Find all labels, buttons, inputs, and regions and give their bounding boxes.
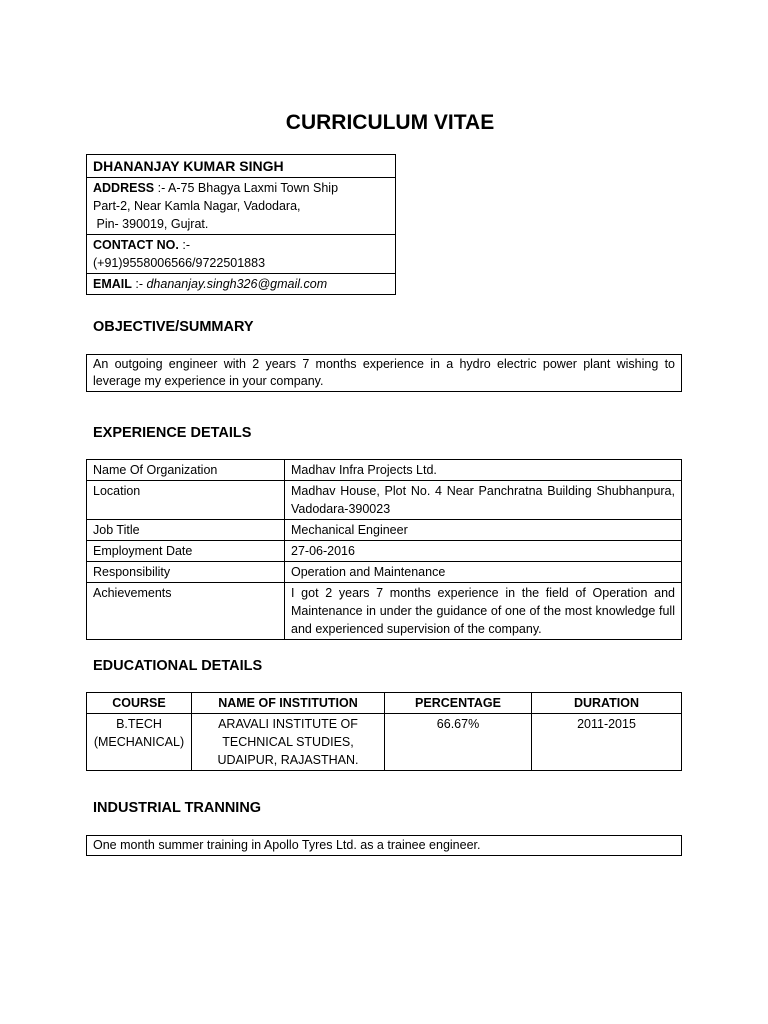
address-cell [87,178,396,235]
table-row [87,541,682,562]
address-separator: :- [154,181,169,195]
experience-key: Employment Date [87,541,285,562]
candidate-name: DHANANJAY KUMAR SINGH [87,155,396,178]
column-header-percentage: PERCENTAGE [385,693,532,714]
column-header-institution: NAME OF INSTITUTION [192,693,385,714]
address-line: Part-2, Near Kamla Nagar, Vadodara, [93,199,301,213]
email-value: dhananjay.singh326@gmail.com [146,277,328,291]
contact-cell [87,235,396,274]
course-cell [87,714,192,771]
experience-value: I got 2 years 7 months experience in the field of Operation and Maintenance in under the guidance of one of the most knowledge full and experienced supervision of the company. [285,583,682,640]
experience-value: 27-06-2016 [285,541,682,562]
training-text: One month summer training in Apollo Tyres Ltd. as a trainee engineer. [86,835,682,856]
experience-key: Responsibility [87,562,285,583]
experience-heading: EXPERIENCE DETAILS [93,425,252,441]
contact-label: CONTACT NO. [93,238,179,252]
contact-separator: :- [178,238,190,252]
institution-cell [192,714,385,771]
experience-table [86,459,682,640]
table-row [87,714,682,771]
column-header-duration: DURATION [532,693,682,714]
table-row [87,583,682,640]
objective-heading: OBJECTIVE/SUMMARY [93,319,254,335]
education-heading: EDUCATIONAL DETAILS [93,658,263,674]
document-title: CURRICULUM VITAE [285,111,495,134]
experience-key: Job Title [87,520,285,541]
email-label: EMAIL [93,277,132,291]
table-row [87,481,682,520]
objective-text: An outgoing engineer with 2 years 7 months experience in a hydro electric power plant wishing to leverage my experience in your company. [86,354,682,392]
address-label: ADDRESS [93,181,155,195]
duration-cell: 2011-2015 [532,714,682,771]
experience-value: Operation and Maintenance [285,562,682,583]
contact-table [86,154,396,295]
experience-value: Madhav Infra Projects Ltd. [285,460,682,481]
table-row [87,520,682,541]
institution-line: ARAVALI INSTITUTE OF [218,717,358,731]
experience-key: Achievements [87,583,285,640]
table-row [87,460,682,481]
email-cell [87,274,396,295]
education-table [86,692,682,771]
experience-value: Madhav House, Plot No. 4 Near Panchratna Building Shubhanpura, Vadodara-390023 [285,481,682,520]
contact-value: (+91)9558006566/9722501883 [93,256,266,270]
address-line: A-75 Bhagya Laxmi Town Ship [168,181,339,195]
table-header-row [87,693,682,714]
column-header-course: COURSE [87,693,192,714]
experience-key: Location [87,481,285,520]
table-row [87,562,682,583]
course-line: B.TECH [116,717,162,731]
institution-line: TECHNICAL STUDIES, [222,735,354,749]
email-separator: :- [131,277,147,291]
course-line: (MECHANICAL) [93,735,185,749]
percentage-cell: 66.67% [385,714,532,771]
institution-line: UDAIPUR, RAJASTHAN. [217,753,359,767]
address-line: Pin- 390019, Gujrat. [96,217,209,231]
experience-key: Name Of Organization [87,460,285,481]
training-heading: INDUSTRIAL TRANNING [93,800,262,816]
experience-value: Mechanical Engineer [285,520,682,541]
